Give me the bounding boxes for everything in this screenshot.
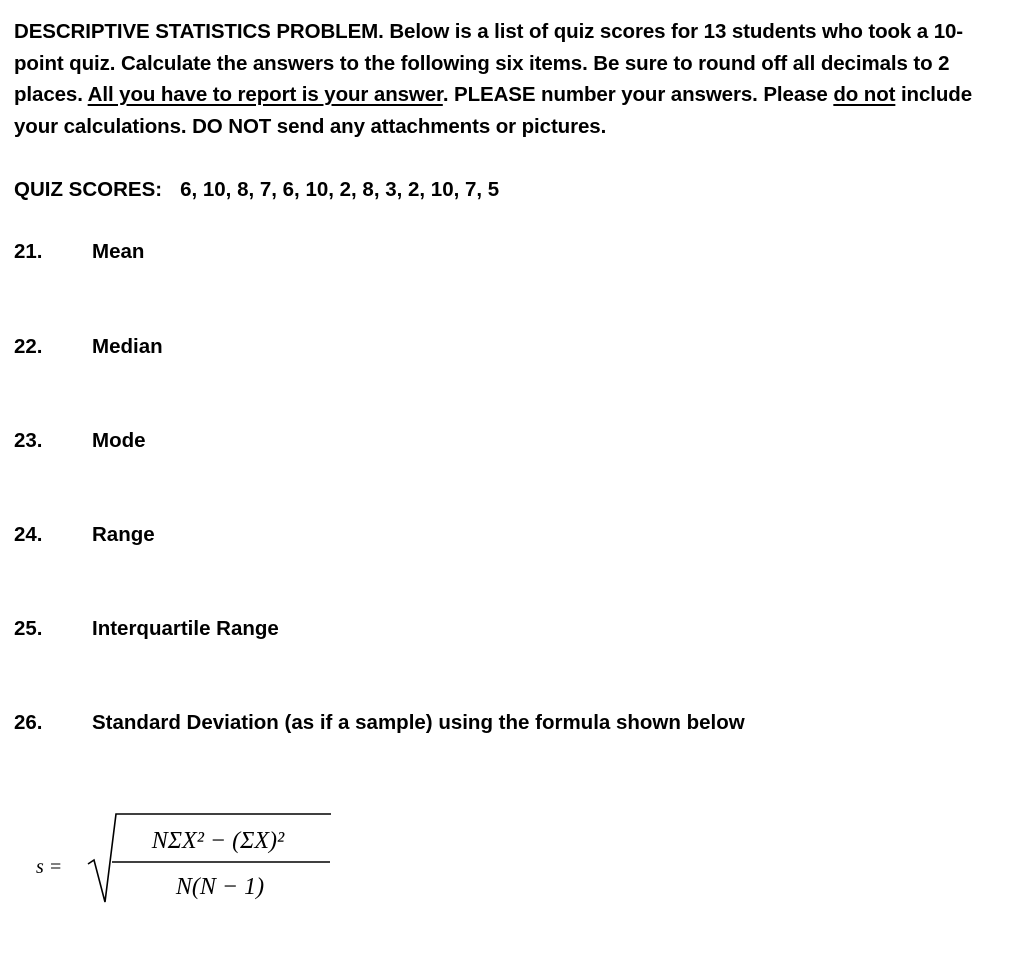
question-number: 25.: [14, 617, 43, 640]
standard-deviation-formula: [36, 806, 356, 906]
question-number: 21.: [14, 240, 43, 263]
instructions-text-3: include your calculations. DO NOT send any attachments or pictures.: [14, 83, 972, 138]
instructions-underlined-do-not: do not: [833, 83, 896, 106]
question-label: Interquartile Range: [92, 617, 279, 640]
instructions-underlined-answer: All you have to report is your answer: [87, 83, 443, 106]
question-label: Mode: [92, 429, 146, 452]
question-25: [14, 614, 279, 644]
formula-lhs: s =: [36, 856, 63, 878]
question-label: Standard Deviation (as if a sample) using the formula shown below: [92, 711, 745, 734]
question-number: 24.: [14, 523, 43, 546]
question-21: [14, 237, 144, 267]
formula-denominator: N(N − 1): [175, 874, 265, 900]
formula-numerator: NΣX² − (ΣX)²: [151, 828, 285, 854]
quiz-scores-values: 6, 10, 8, 7, 6, 10, 2, 8, 3, 2, 10, 7, 5: [180, 178, 500, 201]
question-number: 23.: [14, 429, 43, 452]
instructions-text-1: DESCRIPTIVE STATISTICS PROBLEM. Below is a list of quiz scores for 13 students who took a 10-point quiz. Calculate the answers to the following six items. Be sure to round off all decimals to 2 places.: [14, 20, 964, 106]
question-24: [14, 520, 155, 550]
question-22: [14, 332, 163, 362]
instructions-text-2: . PLEASE number your answers. Please: [442, 83, 834, 106]
question-label: Mean: [92, 240, 145, 263]
question-number: 22.: [14, 335, 43, 358]
question-label: Median: [92, 335, 163, 358]
quiz-scores-line: [14, 175, 499, 205]
question-label: Range: [92, 523, 155, 546]
question-23: [14, 426, 146, 456]
question-number: 26.: [14, 711, 43, 734]
instructions-paragraph: [14, 16, 1009, 142]
quiz-scores-label: QUIZ SCORES:: [14, 178, 163, 201]
question-26: [14, 708, 745, 738]
